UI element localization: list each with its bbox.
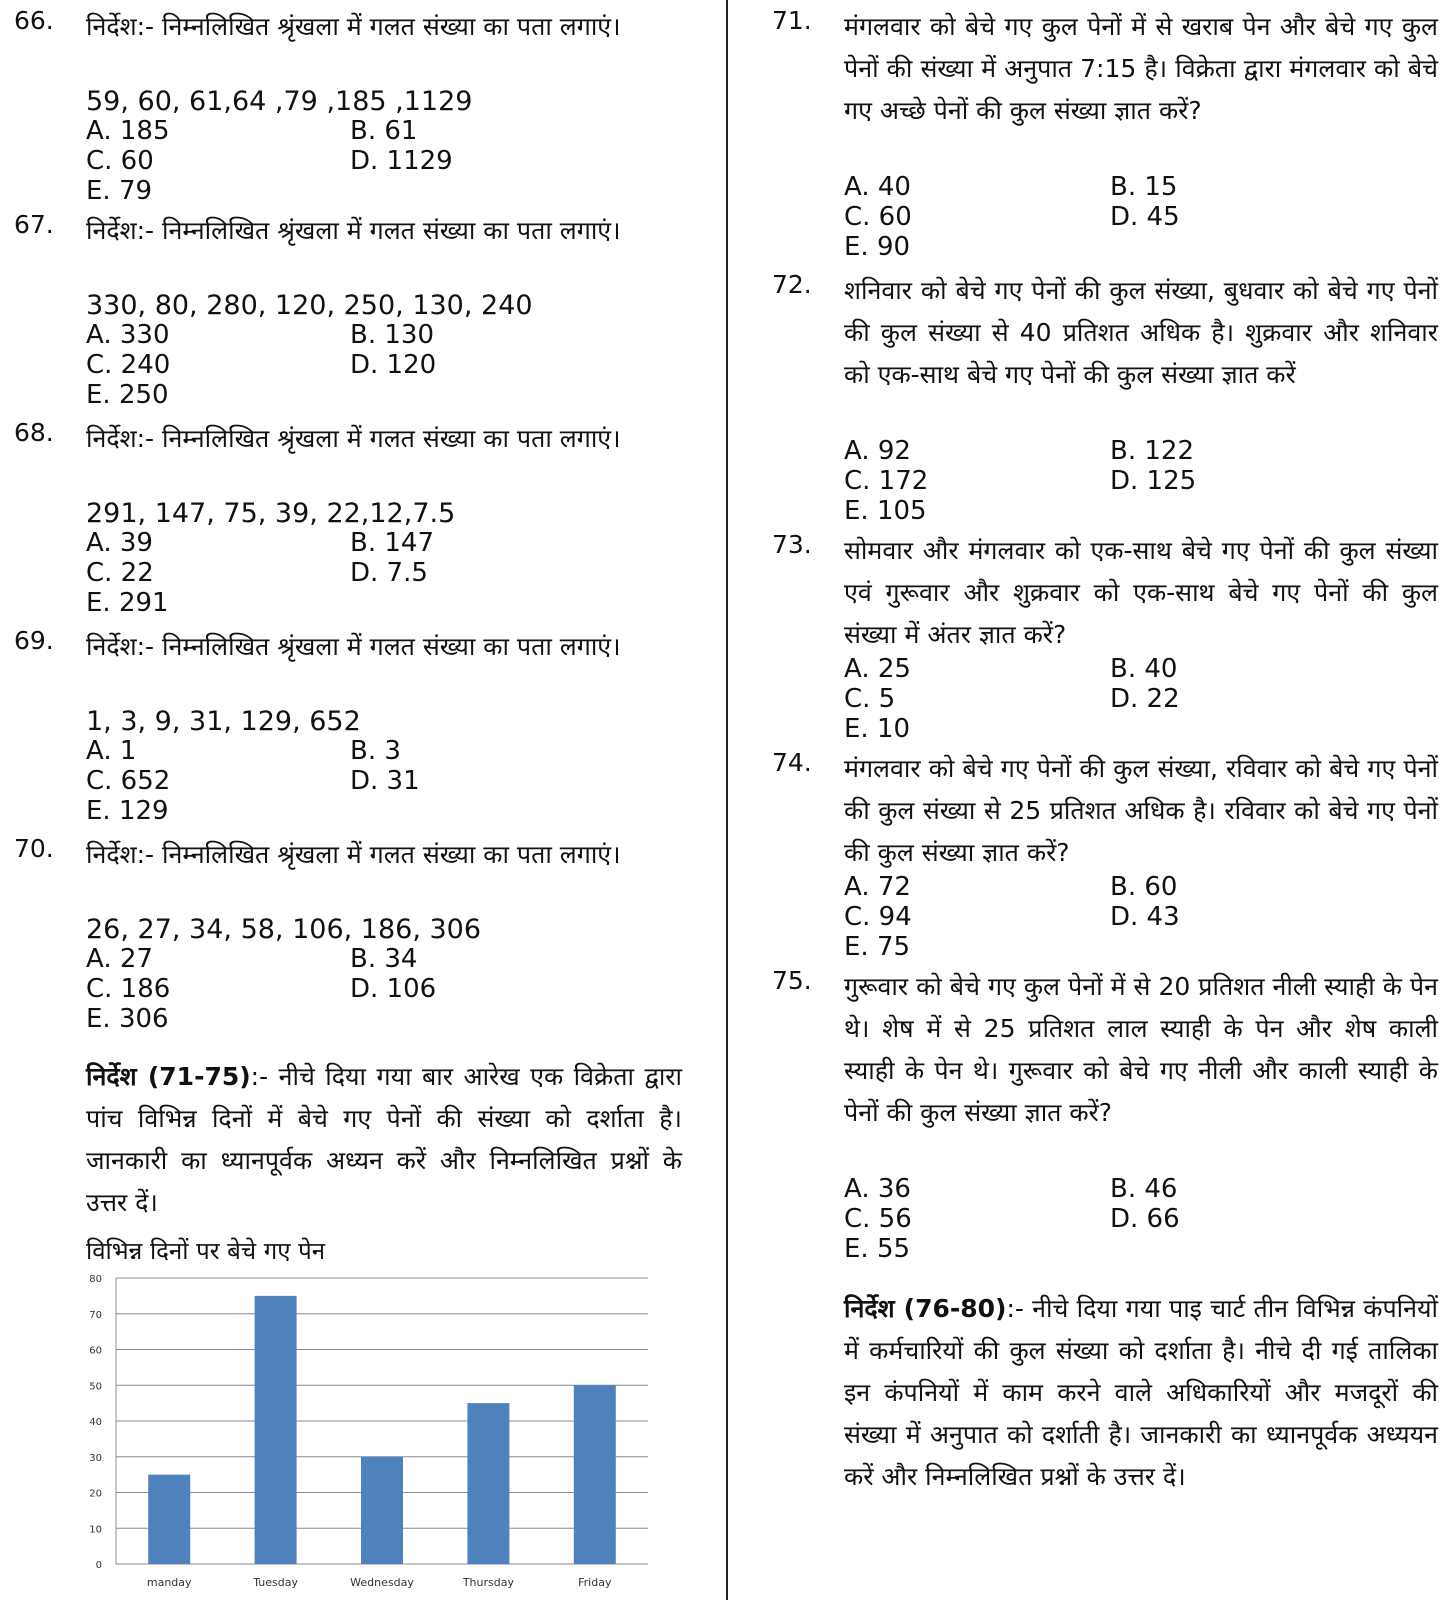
x-tick-label: Friday — [578, 1576, 612, 1589]
y-tick-label: 70 — [89, 1309, 102, 1321]
question-text: सोमवार और मंगलवार को एक-साथ बेचे गए पेनों की कुल संख्या एवं गुरूवार और शुक्रवार को एक-साथ बेचे गए पेनों की कुल संख्या में अंतर ज्ञात करें? — [844, 536, 1438, 649]
question-75 — [772, 966, 1452, 1266]
option-b[interactable]: B. 130 — [350, 320, 434, 350]
number-series: 26, 27, 34, 58, 106, 186, 306 — [86, 914, 482, 945]
question-number: 71. — [772, 6, 812, 35]
y-tick-label: 40 — [89, 1417, 102, 1428]
option-a[interactable]: A. 185 — [86, 116, 170, 146]
option-a[interactable]: A. 25 — [844, 654, 911, 684]
chart-title: विभिन्न दिनों पर बेचे गए पेन — [86, 1237, 326, 1265]
question-74 — [772, 748, 1452, 968]
question-69 — [14, 626, 704, 826]
option-e[interactable]: E. 75 — [844, 932, 911, 962]
direction-76-80 — [844, 1288, 1438, 1498]
option-b[interactable]: B. 3 — [350, 736, 401, 766]
direction-71-75 — [86, 1056, 682, 1224]
question-number: 68. — [14, 418, 54, 447]
option-e[interactable]: E. 55 — [844, 1234, 911, 1264]
option-e[interactable]: E. 10 — [844, 714, 911, 744]
bar-thursday — [467, 1403, 509, 1564]
question-text: निर्देश:- निम्नलिखित श्रृंखला में गलत संख्या का पता लगाएं। — [86, 840, 621, 869]
option-d[interactable]: D. 43 — [1110, 902, 1180, 932]
option-c[interactable]: C. 186 — [86, 974, 171, 1004]
question-66 — [14, 6, 704, 206]
option-e[interactable]: E. 291 — [86, 588, 169, 618]
question-text: निर्देश:- निम्नलिखित श्रृंखला में गलत संख्या का पता लगाएं। — [86, 424, 621, 453]
option-d[interactable]: D. 7.5 — [350, 558, 428, 588]
question-text: मंगलवार को बेचे गए पेनों की कुल संख्या, रविवार को बेचे गए पेनों की कुल संख्या से 25 प्रतिशत अधिक है। रविवार को बेचे गए पेनों की कुल संख्या ज्ञात करें? — [844, 754, 1438, 867]
option-d[interactable]: D. 66 — [1110, 1204, 1180, 1234]
bar-chart — [80, 1262, 660, 1600]
question-number: 70. — [14, 834, 54, 863]
option-c[interactable]: C. 652 — [86, 766, 171, 796]
option-a[interactable]: A. 39 — [86, 528, 153, 558]
option-c[interactable]: C. 94 — [844, 902, 912, 932]
question-number: 72. — [772, 270, 812, 299]
option-a[interactable]: A. 27 — [86, 944, 153, 974]
direction-label: निर्देश (76-80) — [844, 1294, 1007, 1323]
y-tick-label: 50 — [89, 1381, 102, 1393]
option-a[interactable]: A. 330 — [86, 320, 170, 350]
x-tick-label: Thursday — [462, 1576, 514, 1589]
number-series: 291, 147, 75, 39, 22,12,7.5 — [86, 498, 456, 529]
question-text: निर्देश:- निम्नलिखित श्रृंखला में गलत संख्या का पता लगाएं। — [86, 12, 621, 41]
option-d[interactable]: D. 22 — [1110, 684, 1180, 714]
bar-tuesday — [255, 1296, 297, 1564]
option-b[interactable]: B. 147 — [350, 528, 434, 558]
option-c[interactable]: C. 60 — [844, 202, 912, 232]
question-text: शनिवार को बेचे गए पेनों की कुल संख्या, बुधवार को बेचे गए पेनों की कुल संख्या से 40 प्रतिशत अधिक है। शुक्रवार और शनिवार को एक-साथ बेचे गए पेनों की कुल संख्या ज्ञात करें — [844, 276, 1438, 389]
question-number: 75. — [772, 966, 812, 995]
x-tick-label: Wednesday — [350, 1576, 414, 1589]
option-d[interactable]: D. 1129 — [350, 146, 453, 176]
x-tick-label: Tuesday — [253, 1576, 298, 1589]
question-70 — [14, 834, 704, 1034]
question-67 — [14, 210, 704, 410]
y-tick-label: 80 — [89, 1274, 102, 1285]
option-d[interactable]: D. 45 — [1110, 202, 1180, 232]
option-b[interactable]: B. 46 — [1110, 1174, 1178, 1204]
question-text: निर्देश:- निम्नलिखित श्रृंखला में गलत संख्या का पता लगाएं। — [86, 632, 621, 661]
y-tick-label: 10 — [89, 1524, 102, 1536]
option-e[interactable]: E. 79 — [86, 176, 153, 206]
question-text: मंगलवार को बेचे गए कुल पेनों में से खराब पेन और बेचे गए कुल पेनों की संख्या में अनुपात 7:15 है। विक्रेता द्वारा मंगलवार को बेचे गए अच्छे पेनों की कुल संख्या ज्ञात करें? — [844, 12, 1438, 125]
direction-text: :- नीचे दिया गया पाइ चार्ट तीन विभिन्न कंपनियों में कर्मचारियों की कुल संख्या को दर्शाता है। नीचे दी गई तालिका इन कंपनियों में काम करने वाले अधिकारियों और मजदूरों की संख्या में अनुपात को दर्शाती है। जानकारी का ध्यानपूर्वक अध्ययन करें और निम्नलिखित प्रश्नों के उत्तर दें। — [844, 1294, 1438, 1491]
option-d[interactable]: D. 120 — [350, 350, 437, 380]
y-tick-label: 20 — [89, 1488, 102, 1500]
option-a[interactable]: A. 36 — [844, 1174, 911, 1204]
option-e[interactable]: E. 129 — [86, 796, 169, 826]
option-b[interactable]: B. 15 — [1110, 172, 1178, 202]
option-e[interactable]: E. 306 — [86, 1004, 169, 1034]
direction-text: :- नीचे दिया गया बार आरेख एक विक्रेता द्वारा पांच विभिन्न दिनों में बेचे गए पेनों की संख्या को दर्शाता है। जानकारी का ध्यानपूर्वक अध्यन करें और निम्नलिखित प्रश्नों के उत्तर दें। — [86, 1062, 682, 1217]
option-c[interactable]: C. 240 — [86, 350, 171, 380]
question-68 — [14, 418, 704, 618]
option-b[interactable]: B. 34 — [350, 944, 418, 974]
question-number: 67. — [14, 210, 54, 239]
question-number: 73. — [772, 530, 812, 559]
question-73 — [772, 530, 1452, 750]
option-d[interactable]: D. 31 — [350, 766, 420, 796]
option-b[interactable]: B. 60 — [1110, 872, 1178, 902]
y-tick-label: 0 — [95, 1560, 102, 1571]
y-tick-label: 60 — [89, 1345, 102, 1357]
question-number: 66. — [14, 6, 54, 35]
column-divider — [726, 0, 728, 1600]
option-b[interactable]: B. 40 — [1110, 654, 1178, 684]
bar-friday — [574, 1385, 616, 1564]
option-c[interactable]: C. 22 — [86, 558, 154, 588]
option-a[interactable]: A. 72 — [844, 872, 911, 902]
question-text: निर्देश:- निम्नलिखित श्रृंखला में गलत संख्या का पता लगाएं। — [86, 216, 621, 245]
option-c[interactable]: C. 172 — [844, 466, 929, 496]
number-series: 59, 60, 61,64 ,79 ,185 ,1129 — [86, 86, 473, 117]
option-c[interactable]: C. 60 — [86, 146, 154, 176]
option-c[interactable]: C. 56 — [844, 1204, 912, 1234]
option-e[interactable]: E. 250 — [86, 380, 169, 410]
direction-label: निर्देश (71-75) — [86, 1062, 251, 1091]
question-number: 69. — [14, 626, 54, 655]
option-d[interactable]: D. 106 — [350, 974, 437, 1004]
number-series: 1, 3, 9, 31, 129, 652 — [86, 706, 361, 737]
option-a[interactable]: A. 1 — [86, 736, 137, 766]
bar-wednesday — [361, 1457, 403, 1564]
question-text: गुरूवार को बेचे गए कुल पेनों में से 20 प्रतिशत नीली स्याही के पेन थे। शेष में से 25 प्रतिशत लाल स्याही के पेन और शेष काली स्याही के पेन थे। गुरूवार को बेचे गए नीली और काली स्याही के पेनों की कुल संख्या ज्ञात करें? — [844, 972, 1438, 1127]
option-c[interactable]: C. 5 — [844, 684, 896, 714]
option-e[interactable]: E. 90 — [844, 232, 911, 262]
x-tick-label: manday — [146, 1576, 192, 1589]
option-b[interactable]: B. 61 — [350, 116, 418, 146]
option-b[interactable]: B. 122 — [1110, 436, 1194, 466]
number-series: 330, 80, 280, 120, 250, 130, 240 — [86, 290, 533, 321]
question-72 — [772, 270, 1452, 530]
option-d[interactable]: D. 125 — [1110, 466, 1197, 496]
y-tick-label: 30 — [89, 1452, 102, 1464]
question-71 — [772, 6, 1452, 266]
bar-manday — [148, 1475, 190, 1564]
question-number: 74. — [772, 748, 812, 777]
option-a[interactable]: A. 40 — [844, 172, 911, 202]
option-a[interactable]: A. 92 — [844, 436, 911, 466]
option-e[interactable]: E. 105 — [844, 496, 927, 526]
